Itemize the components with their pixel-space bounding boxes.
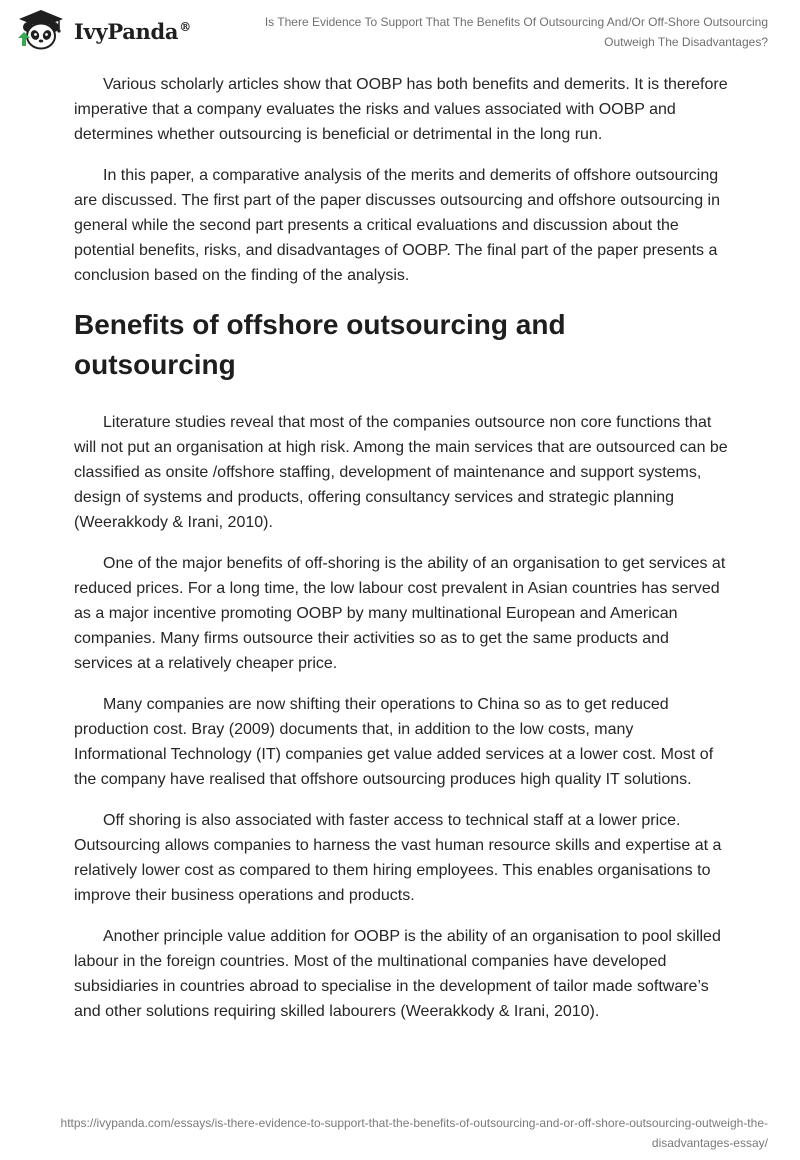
paragraph-benefits-1: Literature studies reveal that most of the companies outsource non core functions that will not put an organisation at high risk. Among the main services that are outsourced can be classified as onsite /offshore staffing, development of maintenance and support systems, design of systems and products, offering consultancy services and strategic planning (Weerakkody & Irani, 2010). xyxy=(74,414,728,531)
source-url-line2: disadvantages-essay/ xyxy=(651,1136,768,1150)
document-title xyxy=(248,12,768,52)
ivypanda-logo[interactable] xyxy=(15,8,191,52)
brand-name: IvyPanda® xyxy=(74,18,191,44)
source-url-line1: https://ivypanda.com/essays/is-there-evidence-to-support-that-the-benefits-of-outsourcing-and-or-off-shore-outsourcing-outweigh-the- xyxy=(60,1116,768,1130)
page-header xyxy=(0,0,800,70)
paragraph-benefits-4: Off shoring is also associated with faster access to technical staff at a lower price. Outsourcing allows companies to harness the vast human resource skills and expertise at a relatively lower cost as compared to them hiring employees. This enables organisations to improve their business operations and products. xyxy=(74,812,722,904)
essay-content xyxy=(74,72,730,1040)
paragraph-intro-2: In this paper, a comparative analysis of the merits and demerits of offshore outsourcing are discussed. The first part of the paper discusses outsourcing and offshore outsourcing in general while the second part presents a critical evaluations and discussion about the potential benefits, risks, and disadvantages of OOBP. The final part of the paper presents a conclusion based on the finding of the analysis. xyxy=(74,167,720,284)
paragraph-intro-1: Various scholarly articles show that OOBP has both benefits and demerits. It is therefore imperative that a company evaluates the risks and values associated with OOBP and determines whether outsourcing is beneficial or detrimental in the long run. xyxy=(74,76,728,143)
paragraph-benefits-3: Many companies are now shifting their operations to China so as to get reduced production cost. Bray (2009) documents that, in addition to the low costs, many Informational Technology (IT) companies get value added services at a lower cost. Most of the company have realised that offshore outsourcing produces high quality IT solutions. xyxy=(74,696,714,788)
source-url[interactable] xyxy=(18,1113,768,1153)
section-heading: Benefits of offshore outsourcing and outsourcing xyxy=(74,309,566,380)
paragraph-benefits-5: Another principle value addition for OOBP is the ability of an organisation to pool skilled labour in the foreign countries. Most of the multinational companies have developed subsidiaries in countries abroad to specialise in the development of tailor made software’s and other solutions requiring skilled labourers (Weerakkody & Irani, 2010). xyxy=(74,928,721,1020)
document-title-line2: Outweigh The Disadvantages? xyxy=(604,35,768,49)
document-title-line1: Is There Evidence To Support That The Benefits Of Outsourcing And/Or Off-Shore Outsourcing xyxy=(264,15,768,29)
paragraph-benefits-2: One of the major benefits of off-shoring is the ability of an organisation to get services at reduced prices. For a long time, the low labour cost prevalent in Asian countries has served as a major incentive promoting OOBP by many multinational European and American companies. Many firms outsource their activities so as to get the same products and services at a relatively cheaper price. xyxy=(74,555,726,672)
panda-graduate-icon xyxy=(15,8,67,52)
